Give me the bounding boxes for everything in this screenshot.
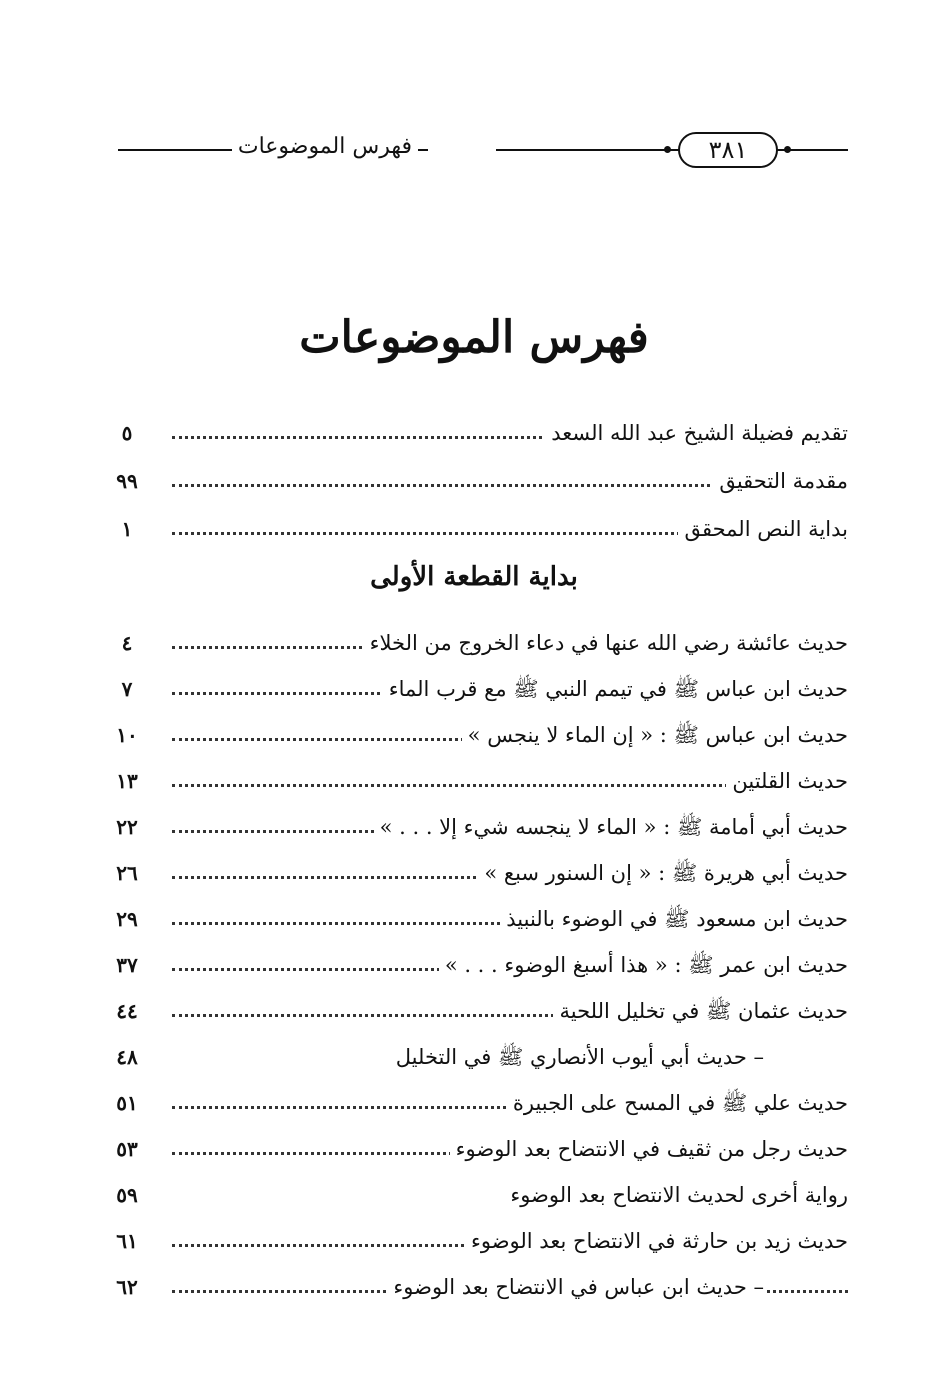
toc-entry-page: ٢٩ xyxy=(116,907,138,931)
toc-entry-page: ٦٢ xyxy=(116,1275,138,1299)
section-heading: بداية القطعة الأولى xyxy=(370,562,578,592)
page-title: فهرس الموضوعات xyxy=(299,312,649,363)
toc-entry-label: حديث ابن عباس ﷺ : « إن الماء لا ينجس » xyxy=(462,720,848,750)
toc-entry xyxy=(112,858,848,892)
running-header xyxy=(118,128,848,172)
toc-entry-page: ١ xyxy=(121,517,133,541)
toc-entry xyxy=(112,418,848,452)
toc-entry-page: ٥١ xyxy=(116,1091,138,1115)
toc-entry xyxy=(112,996,848,1030)
toc-entry xyxy=(112,766,848,800)
toc-entry xyxy=(112,1226,848,1260)
toc-entry-page: ٢٦ xyxy=(116,861,138,885)
ornament-dot-left xyxy=(664,146,671,153)
toc-entry xyxy=(112,1180,848,1214)
toc-entry-label: حديث زيد بن حارثة في الانتضاح بعد الوضوء xyxy=(465,1226,848,1256)
toc-entry-label: حديث عائشة رضي الله عنها في دعاء الخروج من الخلاء xyxy=(364,628,848,658)
toc-entry-page: ٤٤ xyxy=(116,999,138,1023)
toc-entry-label: مقدمة التحقيق xyxy=(713,466,848,496)
toc-entry-page: ٢٢ xyxy=(116,815,138,839)
toc-entry-label: حديث القلتين xyxy=(726,766,848,796)
toc-entry-page: ٥ xyxy=(121,421,133,445)
toc-entry-label: بداية النص المحقق xyxy=(678,514,848,544)
toc-entry xyxy=(112,674,848,708)
toc-entry xyxy=(112,720,848,754)
toc-entry-page: ٩٩ xyxy=(116,469,138,493)
toc-entry-label: – حديث أبي أيوب الأنصاري ﷺ في التخليل xyxy=(390,1042,764,1072)
toc-entry xyxy=(112,1272,848,1306)
toc-entry xyxy=(112,628,848,662)
toc-entry xyxy=(112,514,848,548)
toc-entry-label: حديث عثمان ﷺ في تخليل اللحية xyxy=(553,996,848,1026)
toc-entry-label: حديث رجل من ثقيف في الانتضاح بعد الوضوء xyxy=(450,1134,848,1164)
toc-entry-page: ٥٣ xyxy=(116,1137,138,1161)
toc-entry-label: – حديث ابن عباس في الانتضاح بعد الوضوء xyxy=(387,1272,764,1302)
toc-entry-page: ٥٩ xyxy=(116,1183,138,1207)
toc-entry-label: حديث أبي هريرة ﷺ : « إن السنور سبع » xyxy=(478,858,848,888)
toc-entry-label: حديث ابن عباس ﷺ في تيمم النبي ﷺ مع قرب الماء xyxy=(383,674,848,704)
toc-entry xyxy=(112,466,848,500)
toc-entry-page: ٦١ xyxy=(116,1229,138,1253)
toc-entry-page: ٤ xyxy=(121,631,133,655)
toc-entry-label: حديث علي ﷺ في المسح على الجبيرة xyxy=(507,1088,848,1118)
toc-entry-page: ٣٧ xyxy=(116,953,138,977)
toc-entry-label: حديث أبي أمامة ﷺ : « الماء لا ينجسه شيء إلا . . . » xyxy=(374,812,848,842)
page-number: ٣٨١ xyxy=(678,132,778,168)
toc-entry-label: تقديم فضيلة الشيخ عبد الله السعد xyxy=(545,418,848,448)
page-number-badge xyxy=(658,128,858,168)
toc-entry-page: ١٣ xyxy=(116,769,138,793)
toc-entry-page: ٤٨ xyxy=(116,1045,138,1069)
toc-entry-label: حديث ابن عمر ﷺ : « هذا أسبغ الوضوء . . . » xyxy=(439,950,848,980)
toc-entry xyxy=(112,1134,848,1168)
toc-entry-label: حديث ابن مسعود ﷺ في الوضوء بالنبيذ xyxy=(500,904,848,934)
toc-entry-page: ١٠ xyxy=(116,723,138,747)
running-header-title: فهرس الموضوعات xyxy=(232,134,418,159)
toc-entry xyxy=(112,812,848,846)
toc-entry-page: ٧ xyxy=(121,677,133,701)
toc-entry xyxy=(112,1088,848,1122)
toc-entry-label: رواية أخرى لحديث الانتضاح بعد الوضوء xyxy=(504,1180,848,1210)
toc-entry xyxy=(112,950,848,984)
toc-entry xyxy=(112,904,848,938)
ornament-dot-right xyxy=(784,146,791,153)
toc-entry xyxy=(112,1042,848,1076)
